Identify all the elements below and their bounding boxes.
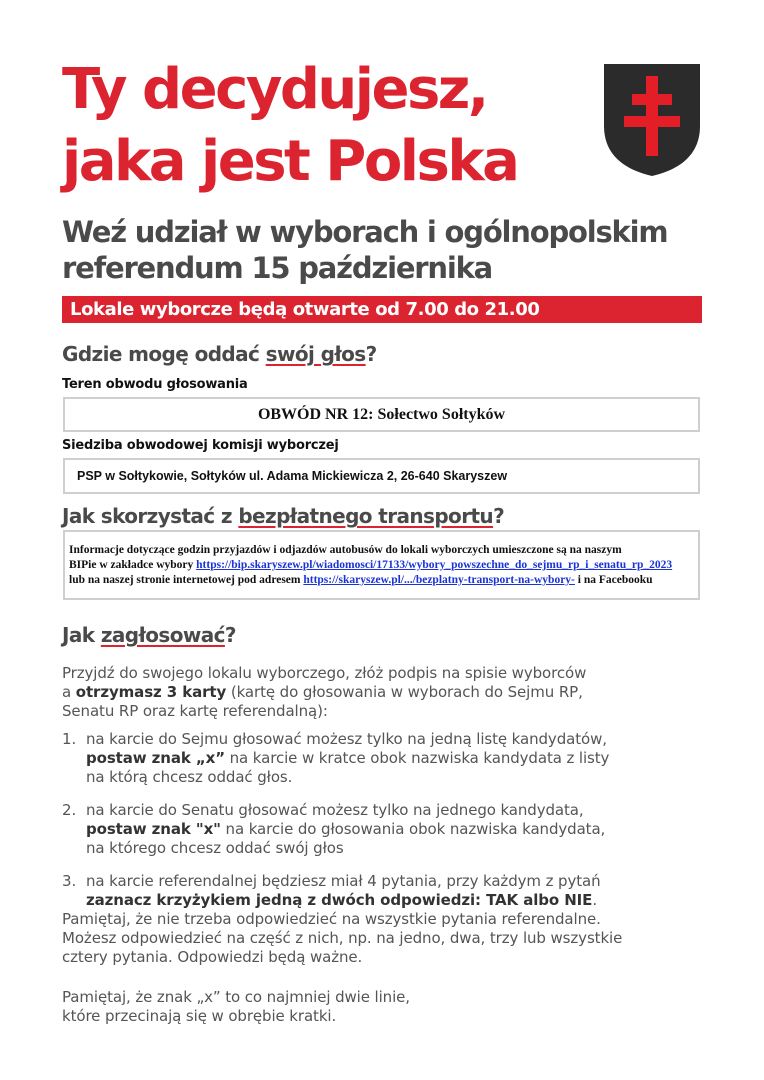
- transport-line-3: [69, 573, 698, 588]
- x-mark-note: [62, 988, 410, 1026]
- note-line-1: Pamiętaj, że znak „x” to co najmniej dwie linie,: [62, 988, 410, 1006]
- heading-underlined: bezpłatnego transportu: [238, 504, 494, 528]
- district-value: OBWÓD NR 12: Sołectwo Sołtyków: [257, 406, 506, 423]
- step-line-2: [86, 749, 722, 768]
- crest-double-cross-icon: [604, 64, 700, 176]
- subheadline: [62, 214, 722, 286]
- subheadline-line-1: Weź udział w wyborach i ogólnopolskim: [62, 215, 668, 249]
- step-line-2: [86, 820, 722, 839]
- headline-line-2: jaka jest Polska: [62, 129, 518, 194]
- district-box: [63, 397, 700, 432]
- transport-line-2: [69, 558, 698, 573]
- step-emphasis: postaw znak "x": [86, 820, 221, 838]
- step-line-1: na karcie do Senatu głosować możesz tylko na jednego kandydata,: [86, 801, 584, 819]
- step-line-3: na którego chcesz oddać swój głos: [86, 839, 344, 857]
- transport-line-2-text: BIPie w zakładce wybory: [69, 559, 197, 571]
- step-number: 3.: [62, 872, 77, 890]
- heading-suffix: ?: [224, 623, 236, 647]
- headline: [62, 54, 602, 198]
- heading-underlined: swój głos: [265, 342, 366, 366]
- step-line-2-text: na karcie w kratce obok nazwiska kandydata z listy: [224, 749, 610, 767]
- note-line-1: Pamiętaj, że nie trzeba odpowiedzieć na wszystkie pytania referendalne.: [62, 910, 601, 928]
- commission-box: [63, 458, 700, 494]
- step-number: 2.: [62, 801, 77, 819]
- how-to-vote-heading: [62, 622, 236, 648]
- note-line-3: cztery pytania. Odpowiedzi będą ważne.: [62, 948, 363, 966]
- commission-value: PSP w Sołtykowie, Sołtyków ul. Adama Mickiewicza 2, 26-640 Skaryszew: [77, 469, 508, 483]
- intro-line-2-suffix: (kartę do głosowania w wyborach do Sejmu RP,: [226, 683, 583, 701]
- step-line-1: na karcie referendalnej będziesz miał 4 pytania, przy każdym z pytań: [86, 872, 601, 890]
- referendum-note: [62, 910, 622, 967]
- heading-text: Jak: [62, 623, 101, 647]
- list-item: [62, 730, 722, 787]
- intro-line-2-text: a: [62, 683, 76, 701]
- where-to-vote-heading: [62, 341, 377, 367]
- step-emphasis: postaw znak „x”: [86, 749, 225, 767]
- heading-underlined: zagłosować: [100, 623, 225, 647]
- heading-text: Jak skorzystać z: [62, 504, 239, 528]
- step-number: 1.: [62, 730, 77, 748]
- transport-info-box: [63, 530, 700, 600]
- subheadline-line-2: referendum 15 października: [62, 251, 493, 285]
- step-line-2-text: na karcie do głosowania obok nazwiska kandydata,: [220, 820, 606, 838]
- step-line-2-text: .: [592, 891, 597, 909]
- intro-line-2: [62, 683, 586, 702]
- note-line-2: Możesz odpowiedzieć na część z nich, np. na jedno, dwa, trzy lub wszystkie: [62, 929, 623, 947]
- opening-hours-banner: Lokale wyborcze będą otwarte od 7.00 do 21.00: [62, 296, 702, 323]
- list-item: [62, 801, 722, 858]
- note-line-2: które przecinają się w obrębie kratki.: [62, 1007, 337, 1025]
- transport-line-3-text: lub na naszej stronie internetowej pod adresem: [69, 574, 304, 586]
- transport-info-text: [65, 532, 698, 588]
- list-item: [62, 872, 722, 910]
- transport-line-1: Informacje dotyczące godzin przyjazdów i odjazdów autobusów do lokali wyborczych umieszczone są na naszym: [69, 544, 622, 556]
- headline-line-1: Ty decydujesz,: [62, 57, 487, 122]
- transport-line-3-suffix: i na Facebooku: [574, 574, 653, 586]
- intro-line-1: Przyjdź do swojego lokalu wyborczego, złóż podpis na spisie wyborców: [62, 664, 587, 682]
- voting-steps-list: [62, 730, 722, 924]
- transport-heading: [62, 503, 504, 529]
- three-ballots-emphasis: otrzymasz 3 karty: [75, 683, 227, 701]
- bip-link[interactable]: https://bip.skaryszew.pl/wiadomosci/17133/wybory_powszechne_do_sejmu_rp_i_senatu_rp_2023: [196, 559, 673, 571]
- website-link[interactable]: https://skaryszew.pl/.../bezplatny-transport-na-wybory-: [303, 574, 575, 586]
- district-label: Teren obwodu głosowania: [62, 377, 248, 392]
- heading-suffix: ?: [493, 504, 505, 528]
- heading-text: Gdzie mogę oddać: [62, 342, 266, 366]
- heading-suffix: ?: [365, 342, 377, 366]
- commission-label: Siedziba obwodowej komisji wyborczej: [62, 438, 339, 453]
- step-emphasis: zaznacz krzyżykiem jedną z dwóch odpowiedzi: TAK albo NIE: [86, 891, 593, 909]
- step-line-1: na karcie do Sejmu głosować możesz tylko na jedną listę kandydatów,: [86, 730, 607, 748]
- how-intro: [62, 664, 586, 721]
- step-line-2: [86, 891, 722, 910]
- intro-line-3: Senatu RP oraz kartę referendalną):: [62, 702, 328, 720]
- step-line-3: na którą chcesz oddać głos.: [86, 768, 293, 786]
